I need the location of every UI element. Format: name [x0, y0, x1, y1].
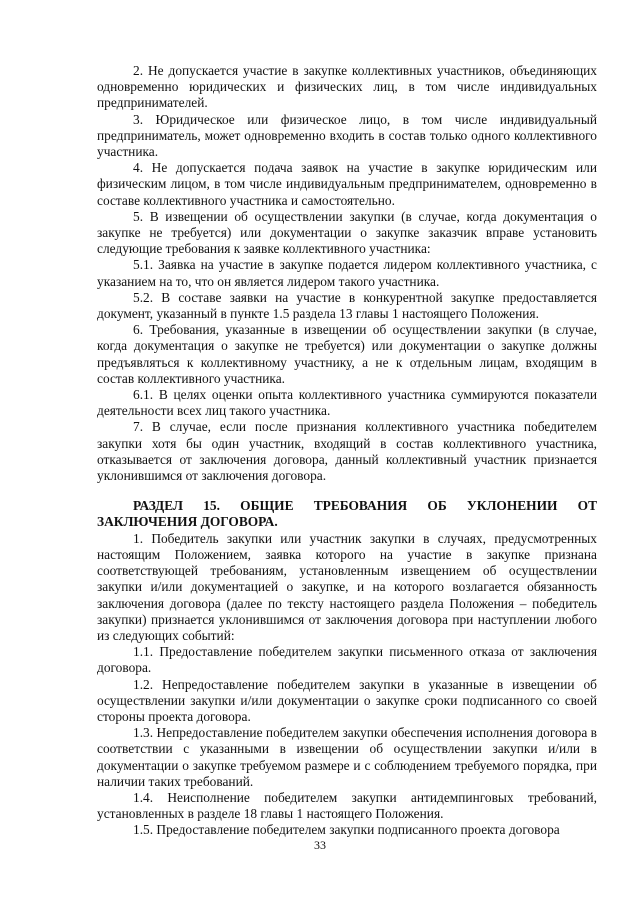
page-body	[97, 63, 597, 839]
paragraph-4: 4. Не допускается подача заявок на участие в закупке юридическим или физическим лицом, в том числе индивидуальным предпринимателем, одновременно в составе коллективного участника и самостоятельно.	[97, 160, 597, 208]
section-15-heading: РАЗДЕЛ 15. ОБЩИЕ ТРЕБОВАНИЯ ОБ УКЛОНЕНИИ ОТ ЗАКЛЮЧЕНИЯ ДОГОВОРА.	[97, 498, 597, 530]
section-15-paragraph-1-4: 1.4. Неисполнение победителем закупки антидемпинговых требований, установленных в разделе 18 главы 1 настоящего Положения.	[97, 789, 597, 822]
page-number: 33	[314, 838, 326, 852]
section-15-paragraph-1-2: 1.2. Непредоставление победителем закупки в указанные в извещении об осуществлении закупки и/или документации о закупке сроки подписанного со своей стороны проекта договора.	[97, 676, 597, 724]
paragraph-6-1: 6.1. В целях оценки опыта коллективного участника суммируются показатели деятельности всех лиц такого участника.	[97, 387, 597, 419]
paragraph-3: 3. Юридическое или физическое лицо, в том числе индивидуальный предприниматель, может одновременно входить в состав только одного коллективного участника.	[97, 111, 597, 160]
paragraph-5-1: 5.1. Заявка на участие в закупке подается лидером коллективного участника, с указанием на то, что он является лидером такого участника.	[97, 257, 597, 289]
paragraph-5-2: 5.2. В составе заявки на участие в конкурентной закупке предоставляется документ, указанный в пункте 1.5 раздела 13 главы 1 настоящего Положения.	[97, 289, 597, 322]
paragraph-6: 6. Требования, указанные в извещении об осуществлении закупки (в случае, когда документация о закупке не требуется) или документации о закупке должны предъявляться к коллективному участнику, а не к отдельным лицам, входящим в состав коллективного участника.	[97, 322, 597, 386]
section-15-paragraph-1-1: 1.1. Предоставление победителем закупки письменного отказа от заключения договора.	[97, 644, 597, 676]
paragraph-7: 7. В случае, если после признания коллективного участника победителем закупки хотя бы один участник, входящий в состав коллективного участника, отказывается от заключения договора, данный коллективный участник признается уклонившимся от заключения договора.	[97, 419, 597, 484]
section-15-paragraph-1-5: 1.5. Предоставление победителем закупки подписанного проекта договора	[133, 822, 560, 838]
paragraph-2: 2. Не допускается участие в закупке коллективных участников, объединяющих одновременно юридических и физических лиц, в том числе индивидуальных предпринимателей.	[97, 63, 597, 111]
section-15-paragraph-1: 1. Победитель закупки или участник закупки в случаях, предусмотренных настоящим Положением, заявка которого на участие в закупке признана соответствующей требованиям, установленным извещением об осуществлении закупки и/или документацией о закупке, и на которого возлагается обязанность заключения договора (далее по тексту настоящего раздела Положения – победитель закупки) признается уклонившимся от заключения договора при наступлении любого из следующих событий:	[97, 530, 597, 643]
section-15-paragraph-1-3: 1.3. Непредоставление победителем закупки обеспечения исполнения договора в соответствии с указанными в извещении об осуществлении закупки и/или в документации о закупке требуемом размере и с соблюдением требуемого порядка, при наличии таких требований.	[97, 725, 597, 789]
paragraph-5: 5. В извещении об осуществлении закупки (в случае, когда документация о закупке не требуется) или документации о закупке заказчик вправе установить следующие требования к заявке коллективного участника:	[97, 208, 597, 257]
